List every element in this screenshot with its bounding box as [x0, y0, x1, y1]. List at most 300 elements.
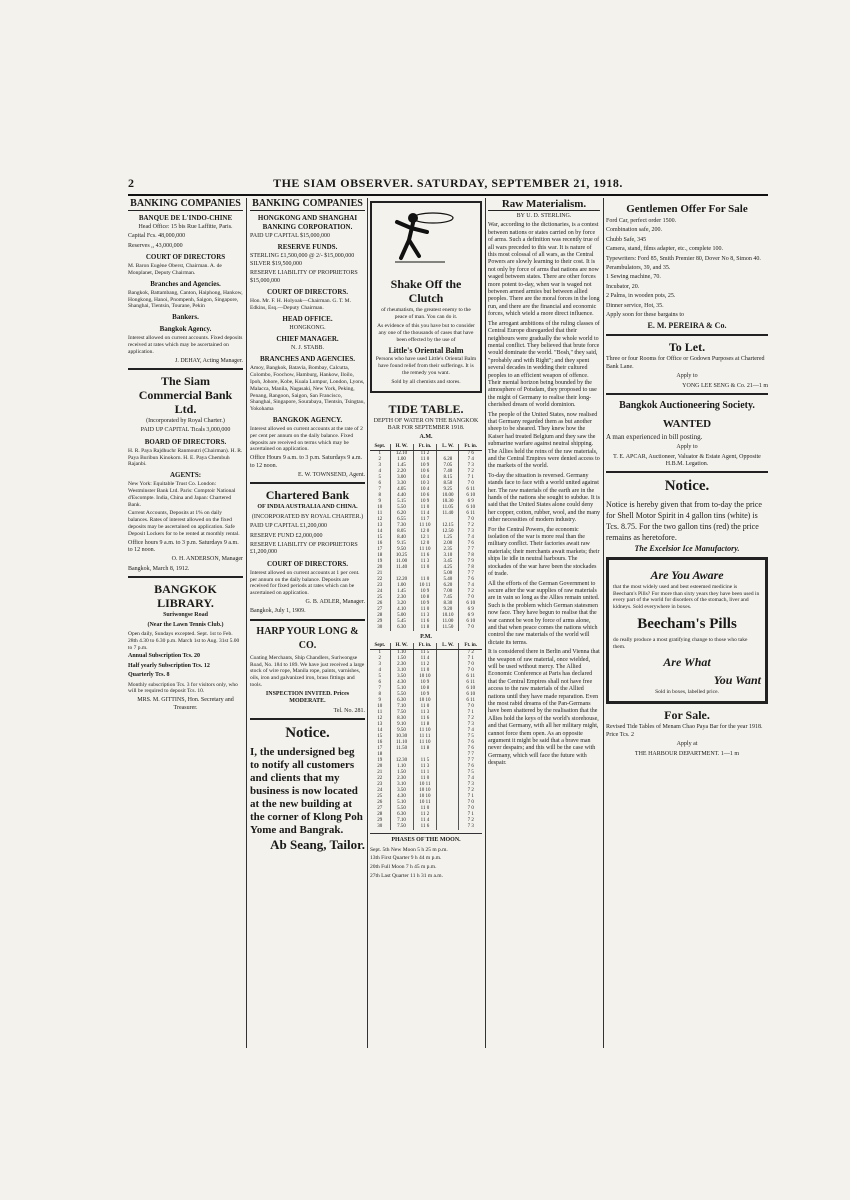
tolet-firm: YONG LEE SENG & Co. 21—1 m	[682, 382, 768, 389]
table-cell: 7 4	[459, 535, 482, 541]
table-cell: 6.30	[390, 698, 413, 704]
table-cell: 7 1	[459, 794, 482, 800]
table-cell: 7 1	[459, 475, 482, 481]
table-cell: 10 10	[413, 698, 437, 704]
table-cell: 2.20	[390, 469, 413, 475]
table-cell: 16	[377, 740, 383, 746]
table-cell: 10	[377, 704, 383, 710]
table-cell: 7 1	[459, 812, 482, 818]
table-cell: 10 10	[413, 794, 437, 800]
table-cell: 29	[377, 618, 383, 624]
column-4	[488, 198, 600, 1048]
bank-reserves: Reserves ,, 43,000,000	[128, 242, 183, 249]
article-paragraph: To-day the situation is reversed. Germany stands face to face with a world united against her. The raw materials of the earth are in the hands of the nations she sought to subdue. It is said that the United States alone could deny her copper, cotton, rubber, wool, and the many other necessities of modern industry.	[488, 472, 600, 524]
tide-header-cell: H. W.	[390, 444, 413, 451]
table-cell: 8.30	[390, 716, 413, 722]
bank-manager: G. B. ADLER, Manager.	[305, 599, 365, 606]
harp-inspection: INSPECTION INVITED. Prices MODERATE.	[265, 690, 350, 705]
tide-header-cell: Sept.	[370, 444, 390, 451]
table-cell: 11 6	[413, 619, 437, 625]
table-cell: 17	[377, 546, 383, 552]
newspaper-page	[128, 172, 768, 1052]
bank-name: BANQUE DE L'INDO-CHINE	[138, 214, 233, 222]
table-cell: 12.50	[437, 529, 459, 535]
table-cell: 3.50	[390, 788, 413, 794]
tide-header-cell: Sept.	[370, 643, 390, 650]
balm-text: Persons who have used Little's Oriental Balm have found relief from their sufferings. It is the remedy you want.	[375, 356, 477, 376]
table-cell: 11 7	[413, 517, 437, 523]
list-item: 2 Palms, in wooden pots, 25.	[606, 293, 676, 300]
forsale-firm: THE HARBOUR DEPARTMENT. 1—1 m	[634, 750, 740, 757]
tide-pm-label: P.M.	[420, 633, 432, 640]
tide-am-label: A.M.	[419, 434, 433, 441]
table-cell: 7 0	[459, 668, 482, 674]
table-cell: 6 9	[459, 613, 482, 619]
table-cell: 11.50	[390, 746, 413, 752]
table-cell: 24	[377, 588, 383, 594]
list-item: Chubb Safe, 345	[606, 236, 647, 243]
table-cell: 10 9	[413, 463, 437, 469]
table-cell: 11.40	[437, 511, 459, 517]
table-cell: 9.50	[390, 728, 413, 734]
article-title: Raw Materialism.	[488, 198, 600, 211]
table-cell: 7 2	[459, 818, 482, 824]
table-cell: 2.30	[390, 776, 413, 782]
table-cell: 7.45	[437, 595, 459, 601]
table-row	[370, 625, 482, 631]
balm-title: Shake Off the Clutch	[390, 277, 462, 306]
table-cell: 6 9	[459, 499, 482, 505]
table-cell: 7 3	[459, 722, 482, 728]
table-cell: 7 0	[459, 625, 482, 631]
table-cell: 11.10	[390, 740, 413, 746]
table-cell: 2.35	[437, 547, 459, 553]
table-cell: 4.30	[390, 794, 413, 800]
moon-phase: 13th First Quarter 9 h 44 m p.m.	[370, 855, 442, 862]
table-cell: 6 11	[459, 680, 482, 686]
table-cell: 10 3	[413, 481, 437, 487]
column-rule	[246, 198, 247, 1048]
table-cell: 7	[378, 686, 382, 692]
table-cell: 7	[378, 486, 382, 492]
table-cell: 9.15	[390, 541, 413, 547]
table-cell: 11.05	[437, 505, 459, 511]
library-hours: Open daily, Sundays excepted. Sept. 1st to Feb. 28th 4.30 to 6.30 p.m. March 1st to Aug. 31st 5.00 to 7 p.m.	[128, 631, 240, 651]
table-cell: 3.10	[390, 668, 413, 674]
table-cell: 11 10	[413, 728, 437, 734]
table-cell: 6 10	[459, 619, 482, 625]
bank-incorporated: (INCORPORATED BY ROYAL CHARTER.)	[251, 513, 364, 520]
table-cell: 8.40	[390, 535, 413, 541]
table-cell: 3.20	[390, 601, 413, 607]
table-cell: 7 3	[459, 782, 482, 788]
article-paragraph: It is considered there in Berlin and Vienna that the weapon of raw material, once wielded, will be used without mercy. The Allied Economic Conference at Paris has declared that the Central Empires shall not have free access to the raw materials of the Allied nations until they have made reparation. Even the most rabid dreams of the Pan-Germans have been shattered by the realisation that the Allies hold the keys of the world's storehouse, and that Germany, with all her military might, cannot force them open. As an opposite argument it might be said that a brave man never despairs; and this will be the case with Germany, which will face the future with despair.	[488, 649, 600, 767]
table-cell: 1.50	[390, 770, 413, 776]
table-cell: 7 2	[459, 589, 482, 595]
table-cell: 7 6	[459, 541, 482, 547]
table-cell: 6 9	[459, 607, 482, 613]
office-hours: Office hours 9 a.m. to 3 p.m. Saturdays 9 a.m. to 12 noon.	[128, 539, 239, 553]
table-cell: 7.10	[390, 704, 413, 710]
table-cell: 1	[378, 450, 382, 456]
manager-heading: CHIEF MANAGER.	[276, 335, 339, 344]
banking-header: BANKING COMPANIES	[128, 198, 243, 211]
column-rule	[367, 198, 368, 1048]
bank-liability: RESERVE LIABILITY OF PROPRIETORS £1,200,000	[250, 542, 358, 556]
table-cell: 7 2	[459, 650, 482, 657]
table-cell: 1.45	[390, 589, 413, 595]
table-cell: 19	[377, 558, 383, 564]
table-cell: 11 0	[413, 457, 437, 463]
table-cell: 11 0	[413, 806, 437, 812]
running-man-figure-icon	[375, 208, 465, 268]
table-cell: 8.05	[390, 529, 413, 535]
tide-header-cell: L. W.	[437, 643, 459, 650]
table-cell: 30	[377, 624, 383, 630]
beecham-advert	[606, 557, 768, 705]
table-cell: 11 11	[413, 734, 437, 740]
table-cell: 10.00	[437, 493, 459, 499]
table-cell: 11 2	[413, 450, 437, 457]
table-cell: 1	[378, 650, 382, 656]
table-cell: 6.20	[437, 583, 459, 589]
table-cell: 5.00	[390, 613, 413, 619]
table-cell: 10 6	[413, 469, 437, 475]
table-cell: 7 2	[459, 469, 482, 475]
table-cell: 1.10	[390, 650, 413, 657]
bank-liability: RESERVE LIABILITY OF PROPRIETORS $15,000,000	[250, 270, 358, 284]
bank-capital: PAID UP CAPITAL $15,000,000	[250, 233, 331, 239]
table-cell: 9.10	[390, 722, 413, 728]
agency-text: Interest allowed on current accounts at the rate of 2 per cent per annum on the daily balance. Fixed deposits are received on terms which may be ascertained on application.	[250, 426, 363, 453]
directors-list: Hon. Mr. F. H. Holyoak—Chairman. G. T. M. Edkins, Esq.—Deputy Chairman.	[250, 298, 351, 311]
table-cell: 26	[377, 800, 383, 806]
table-cell: 6	[378, 480, 382, 486]
table-cell: 10 10	[413, 788, 437, 794]
table-cell: 7 0	[459, 595, 482, 601]
branches-list: Bangkok, Battambang, Canton, Haiphong, Hankow, Hongkong, Hanoi, Pnompenh, Saigon, Singapore, Shanghai, Tientsin, Tourane, Pekin	[128, 289, 243, 310]
table-cell: 11 1	[413, 770, 437, 776]
directors-list: M. Baron Eugène Oberst, Chairman. A. de Monplanet, Deputy Chairman.	[128, 263, 222, 277]
table-cell: 6 10	[459, 692, 482, 698]
table-cell: 7 4	[459, 728, 482, 734]
table-cell: 26	[377, 600, 383, 606]
table-cell: 11 0	[413, 607, 437, 613]
article-byline: BY U. D. STERLING.	[516, 213, 572, 219]
column-rule	[603, 198, 604, 1048]
table-cell: 15	[377, 734, 383, 740]
branches-heading: Branches and Agencies.	[150, 279, 221, 288]
table-cell: 12 0	[413, 529, 437, 535]
table-cell: 11 0	[413, 565, 437, 571]
table-cell: 3	[378, 662, 382, 668]
agency-agent: E. W. TOWNSEND, Agent.	[298, 472, 365, 479]
table-cell: 8.50	[437, 481, 459, 487]
balm-product: Little's Oriental Balm	[388, 346, 464, 356]
table-cell: 2.30	[390, 595, 413, 601]
table-cell: 11 8	[413, 722, 437, 728]
tide-table-am	[370, 444, 482, 631]
table-cell: 28	[377, 612, 383, 618]
column-rule	[485, 198, 486, 1048]
table-cell: 7 7	[459, 547, 482, 553]
table-cell: 5	[378, 674, 382, 680]
table-cell: 22	[377, 576, 383, 582]
table-cell: 27	[377, 806, 383, 812]
table-cell: 10 9	[413, 692, 437, 698]
table-cell: 12	[377, 516, 383, 522]
bank-text: Interest allowed on current accounts at 1 per cent. per annum on the daily balance. Deposits are received for fixed periods at rates which can be ascertained on application.	[250, 569, 360, 597]
table-cell: 7 2	[459, 788, 482, 794]
directors-heading: COURT OF DIRECTORS.	[266, 288, 349, 297]
bank-sub: OF INDIA AUSTRALIA AND CHINA.	[257, 504, 358, 511]
table-cell: 6 11	[459, 511, 482, 517]
table-cell: 5.50	[390, 692, 413, 698]
table-cell: 11 4	[413, 656, 437, 662]
forsale-text: Revised Tide Tables of Menam Chao Paya Bar for the year 1918. Price Tcs. 2	[606, 724, 763, 738]
reserve-heading: RESERVE FUNDS.	[277, 243, 338, 252]
article-paragraph: The arrogant ambitions of the ruling classes of Central Europe disregarded that their neighbours were gradually the whole world to mental conflict. They believed that brute force would dominate the world. "Bosh," they said, "probably and with Right"; and they spent several decades in wedding their cultured peoples to an efficient weapon of offence. Their mental horizon being bounded by the atmosphere of Potsdam, they proposed to use the might of Germany to realise their long-cherished dream of world dominion.	[488, 320, 600, 409]
table-cell: 10 9	[413, 601, 437, 607]
table-cell: 11.00	[390, 559, 413, 565]
branches-list: Amoy, Bangkok, Batavia, Bombay, Calcutta, Colombo, Foochow, Hamburg, Hankow, Iloilo, Ipoh, Johore, Kobe, Kuala Lumpur, London, Lyons, Malacca, Manila, Nagasaki, New York, Peking, Penang, Rangoon, Saigon, San Francisco, Shanghai, Singapore, Sourabaya, Tientsin, Tsingtau, Yokohama	[250, 365, 365, 413]
table-cell: 3.10	[390, 782, 413, 788]
table-cell: 30	[377, 824, 383, 830]
table-cell: 12.15	[437, 523, 459, 529]
list-item: Camera, stand, films adapter, etc., complete 100.	[606, 246, 724, 253]
table-cell: 12	[377, 716, 383, 722]
table-cell: 5.45	[390, 619, 413, 625]
tide-subtitle: DEPTH OF WATER ON THE BANGKOK BAR FOR SEPTEMBER 1918.	[373, 417, 479, 431]
table-cell: 1.50	[390, 656, 413, 662]
table-cell: 6 10	[459, 601, 482, 607]
table-cell: 6.28	[437, 457, 459, 463]
table-cell: 10 11	[413, 782, 437, 788]
bank-capital: Capital Fcs. 48,000,000	[128, 233, 186, 240]
table-row	[370, 824, 482, 830]
agents-heading: AGENTS:	[169, 471, 202, 480]
harp-name: HARP YOUR LONG & CO.	[256, 625, 359, 651]
balm-text: As evidence of this you have but to consider any one of the thousands of cases that have been effected by the use of	[377, 323, 475, 343]
table-cell: 28	[377, 812, 383, 818]
table-cell: 10 10	[413, 674, 437, 680]
table-cell: 8.30	[437, 601, 459, 607]
tide-header-cell: Ft. in.	[413, 444, 437, 451]
table-cell: 7 6	[459, 746, 482, 752]
column-5	[606, 198, 768, 1048]
table-cell: 7 3	[459, 529, 482, 535]
table-cell: 11.40	[390, 565, 413, 571]
branches-heading: BRANCHES AND AGENCIES.	[259, 355, 356, 364]
table-cell: 8.15	[437, 475, 459, 481]
table-cell: 11 6	[413, 553, 437, 559]
table-cell: 10 4	[413, 475, 437, 481]
auction-firm: T. E. APCAR, Auctioneer, Valuator & Estate Agent, Opposite H.B.M. Legation.	[613, 453, 761, 467]
table-cell: 7 5	[459, 734, 482, 740]
table-cell: 7 7	[459, 752, 482, 758]
bank-name: Chartered Bank	[265, 488, 350, 503]
table-cell: 7 6	[459, 450, 482, 457]
table-cell: 6.20	[390, 511, 413, 517]
table-cell: 5.00	[437, 571, 459, 577]
list-item: Dinner service, Hot, 35.	[606, 302, 664, 309]
table-cell: 4	[378, 668, 382, 674]
table-cell: 12.30	[390, 758, 413, 764]
table-cell: 5.50	[390, 806, 413, 812]
table-cell: 9.20	[437, 607, 459, 613]
table-cell: 6 10	[459, 505, 482, 511]
table-cell: 23	[377, 582, 383, 588]
table-cell: 10 8	[413, 686, 437, 692]
table-cell: 13	[377, 522, 383, 528]
harp-tel: Tel. No. 281.	[333, 707, 365, 714]
bank-date: Bangkok, July 1, 1909.	[250, 608, 306, 615]
list-item: Combination safe, 200.	[606, 227, 662, 234]
agency-text: Interest allowed on current accounts. Fixed deposits received at rates which may be ascertained on application.	[128, 335, 243, 355]
sale-apply: Apply soon for these bargains to	[606, 312, 685, 319]
article-paragraph: War, according to the dictionaries, is a contest between nations or states carried on by force of arms. Such a definition was recently true of all wars preceded to this war. It is nature of this most colossal of all wars, as the Central Powers are slowly learning to their cost. It is not only by force of arms that nations are now waged between states. There are other forces more potent to-day, when war is waged not between armed armies but between allied peoples. There are the moral forces in the long run, and there are the financial and economic forces, which wield a more direct influence.	[488, 222, 600, 318]
table-cell: 5.10	[390, 686, 413, 692]
column-2	[250, 198, 365, 1048]
table-cell: 7 2	[459, 523, 482, 529]
agency-heading: Bangkok Agency.	[159, 325, 212, 334]
bank-manager: O. H. ANDERSON, Manager	[171, 556, 243, 563]
library-sub-note: Monthly subscription Tcs. 3 for visitors only, who will be required to deposit Tcs. 10.	[128, 681, 238, 695]
table-cell: 5	[378, 474, 382, 480]
table-cell: 12.20	[390, 577, 413, 583]
table-cell: 1.25	[437, 535, 459, 541]
table-cell: 1.00	[390, 583, 413, 589]
table-cell: 7 4	[459, 776, 482, 782]
directors-heading: COURT OF DIRECTORS	[145, 253, 226, 262]
table-cell: 1.45	[390, 463, 413, 469]
harp-text: Coating Merchants, Ship Chandlers, Suriwongse Road, No. 184 to 189. We have just received a large stock of wire rope, Manila rope, paints, varnishes, oils, iron and galvanized iron, brass fittings and tools.	[250, 654, 365, 689]
balm-sold: Sold by all chemists and stores.	[391, 378, 461, 385]
table-cell: 7 9	[459, 559, 482, 565]
table-cell: 29	[377, 818, 383, 824]
table-cell: 10 11	[413, 583, 437, 589]
table-cell: 6 10	[459, 686, 482, 692]
article-paragraph: All the efforts of the German Government to secure after the war supplies of raw materials are in vain so long as the Allies remain united. Such is the problem which German statesmen now face. They have begun to realise that the war cannot be won by force of arms alone, and that when peace comes the nations which control the raw materials of the world will dictate its terms.	[488, 580, 600, 646]
list-item: Perambulators, 39, and 35.	[606, 265, 671, 272]
table-cell: 7 0	[459, 481, 482, 487]
library-sub: Quarterly Tcs. 8	[128, 672, 170, 679]
table-cell: 4.10	[390, 607, 413, 613]
table-cell: 11	[377, 710, 383, 716]
tolet-text: Three or four Rooms for Office or Godown Purposes at Chartered Bank Lane.	[606, 356, 765, 370]
table-cell: 19	[377, 758, 383, 764]
page-number: 2	[128, 176, 134, 190]
library-name: BANGKOK LIBRARY.	[154, 582, 217, 611]
table-cell: 11 0	[413, 668, 437, 674]
table-cell: 23	[377, 782, 383, 788]
table-cell: 22	[377, 776, 383, 782]
table-cell: 3	[378, 462, 382, 468]
table-cell: 11 10	[413, 740, 437, 746]
table-cell: 25	[377, 594, 383, 600]
article-paragraph: The people of the United States, now realised that Germany regarded them as but another sheep to be sheared. They knew how the Kaiser had treated Belgium and they saw the submarine warfare against neutral shipping. The Allies held the reins of the raw materials, and the Central Empires were denied access to the markets of the world.	[488, 411, 600, 470]
table-cell: 6 11	[459, 674, 482, 680]
table-cell: 7 6	[459, 764, 482, 770]
bank-name: The Siam Commercial Bank Ltd.	[138, 374, 233, 416]
table-cell: 6 11	[459, 487, 482, 493]
table-cell: 7.00	[437, 589, 459, 595]
tide-header-cell: Ft. in.	[459, 444, 482, 451]
office-heading: HEAD OFFICE.	[282, 314, 333, 323]
board-heading: BOARD OF DIRECTORS.	[144, 437, 227, 446]
table-cell: 5.40	[437, 577, 459, 583]
list-item: Typewriters: Ford 85, Smith Premier 80, Dover No 8, Simon 40.	[606, 255, 761, 262]
office-hours: Office Hours 9 a.m. to 3 p.m. Saturdays 9 a.m. to 12 noon.	[250, 455, 363, 469]
tide-header-cell: Ft. in.	[459, 643, 482, 650]
table-cell: 2.30	[390, 662, 413, 668]
table-cell: 7 0	[459, 800, 482, 806]
table-cell: 7 7	[459, 758, 482, 764]
table-cell: 4.30	[390, 680, 413, 686]
table-cell: 27	[377, 606, 383, 612]
sale-firm: E. M. PEREIRA & Co.	[647, 321, 727, 331]
table-cell: 7 8	[459, 565, 482, 571]
table-cell: 11 10	[413, 523, 437, 529]
agents-list: New York: Equitable Trust Co. London: Westminster Bank Ltd. Paris: Comptoir National d'Escompte. India, China and Japan: Chartered Bank.	[128, 481, 236, 508]
chief-manager: N. J. STABB.	[290, 345, 325, 352]
tide-header-cell: Ft. in.	[413, 643, 437, 650]
bank-name: HONGKONG AND SHANGHAI BANKING CORPORATION.	[257, 214, 358, 231]
table-cell: 10 11	[413, 800, 437, 806]
table-cell: 11 10	[413, 547, 437, 553]
list-item: Ford Car, perfect order 1500.	[606, 218, 677, 224]
table-cell: 12 1	[413, 535, 437, 541]
tide-header-cell: L. W.	[437, 444, 459, 451]
table-cell: 11 3	[413, 559, 437, 565]
list-item: 1 Sewing machine, 70.	[606, 274, 661, 281]
table-cell: 10.25	[390, 553, 413, 559]
auction-title: Bangkok Auctioneering Society.	[619, 400, 755, 412]
table-cell: 11 4	[413, 818, 437, 824]
column-3	[370, 198, 482, 1048]
table-cell: 3.45	[437, 559, 459, 565]
bank-text: Current Accounts, Deposits at 1% on daily balances. Rates of interest allowed on the fixed deposits may be ascertained on application. Safe Deposit Lockers for to be rented at monthly rental.	[128, 510, 240, 537]
table-cell: 25	[377, 794, 383, 800]
table-cell: 11.50	[437, 625, 459, 631]
table-cell: 11 5	[413, 758, 437, 764]
table-cell: 7 0	[459, 704, 482, 710]
table-cell: 2.00	[437, 541, 459, 547]
table-cell: 9	[378, 698, 382, 704]
table-cell: 9.50	[390, 547, 413, 553]
table-cell: 11 8	[413, 625, 437, 631]
table-cell: 10 9	[413, 680, 437, 686]
bank-date: Bangkok, March 8, 1912.	[128, 565, 190, 572]
table-cell: 11 6	[413, 824, 437, 830]
table-cell: 10.10	[437, 613, 459, 619]
bank-office: Head Office: 15 bis Rue Laffitte, Paris.	[138, 224, 233, 230]
table-cell: 18	[377, 552, 383, 558]
shell-notice-title: Notice.	[664, 478, 710, 495]
beecham-product: Beecham's Pills	[637, 615, 737, 632]
table-cell: 11 5	[413, 650, 437, 657]
beecham-tagline: You Want	[713, 672, 761, 687]
table-cell: 6	[378, 680, 382, 686]
table-cell: 5.50	[390, 505, 413, 511]
table-cell: 7 6	[459, 740, 482, 746]
table-cell: 11 3	[413, 710, 437, 716]
moon-title: PHASES OF THE MOON.	[391, 837, 461, 844]
masthead	[128, 172, 768, 196]
table-cell: 4	[378, 468, 382, 474]
table-cell: 5.10	[390, 800, 413, 806]
table-cell: 7 4	[459, 457, 482, 463]
